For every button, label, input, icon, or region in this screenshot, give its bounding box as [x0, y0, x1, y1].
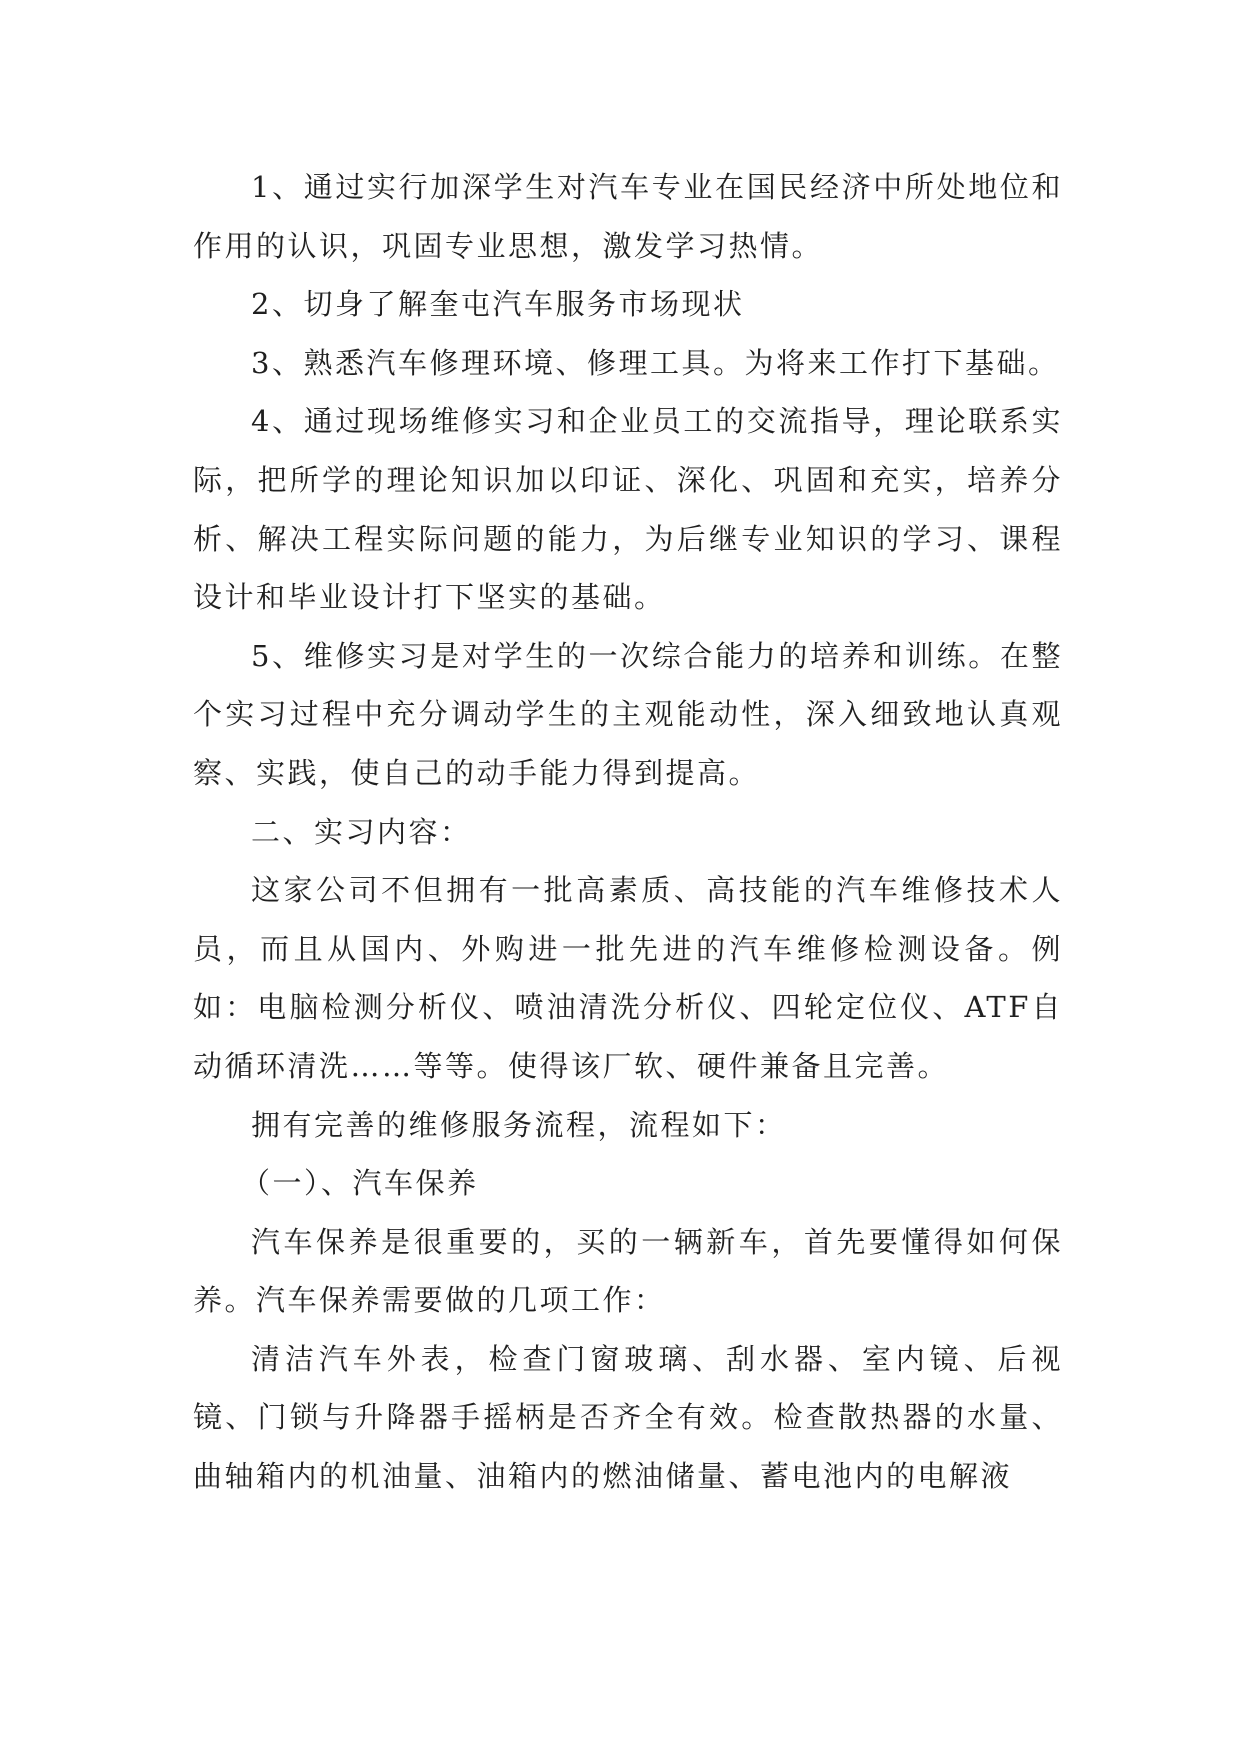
subheading-car-maintenance: （一）、汽车保养 — [241, 1166, 479, 1201]
service-process-paragraph: 拥有完善的维修服务流程，流程如下： — [251, 1107, 787, 1142]
objective-4-paragraph: 4、通过现场维修实习和企业员工的交流指导，理论联系实际，把所学的理论知识加以印证、深化、巩固和充实，培养分析、解决工程实际问题的能力，为后继专业知识的学习、课程设计和毕业设计打下坚实的基础。 — [193, 404, 1063, 615]
objective-3-paragraph: 3、熟悉汽车修理环境、修理工具。为将来工作打下基础。 — [251, 345, 1060, 380]
objective-1-paragraph: 1、通过实行加深学生对汽车专业在国民经济中所处地位和作用的认识，巩固专业思想，激发学习热情。 — [193, 170, 1063, 263]
section-heading-internship-content: 二、实习内容： — [251, 814, 472, 849]
car-maintenance-intro-paragraph: 汽车保养是很重要的，买的一辆新车，首先要懂得如何保养。汽车保养需要做的几项工作： — [193, 1224, 1063, 1318]
objective-5-paragraph: 5、维修实习是对学生的一次综合能力的培养和训练。在整个实习过程中充分调动学生的主观能动性，深入细致地认真观察、实践，使自己的动手能力得到提高。 — [193, 638, 1063, 790]
company-equipment-paragraph: 这家公司不但拥有一批高素质、高技能的汽车维修技术人员，而且从国内、外购进一批先进的汽车维修检测设备。例如：电脑检测分析仪、喷油清洗分析仪、四轮定位仪、ATF自动循环清洗……等等。使得该厂软、硬件兼备且完善。 — [193, 873, 1063, 1083]
objective-2-paragraph: 2、切身了解奎屯汽车服务市场现状 — [251, 287, 745, 322]
document-body — [193, 158, 1063, 1506]
car-cleaning-inspection-paragraph: 清洁汽车外表，检查门窗玻璃、刮水器、室内镜、后视镜、门锁与升降器手摇柄是否齐全有效。检查散热器的水量、曲轴箱内的机油量、油箱内的燃油储量、蓄电池内的电解液 — [193, 1341, 1063, 1494]
